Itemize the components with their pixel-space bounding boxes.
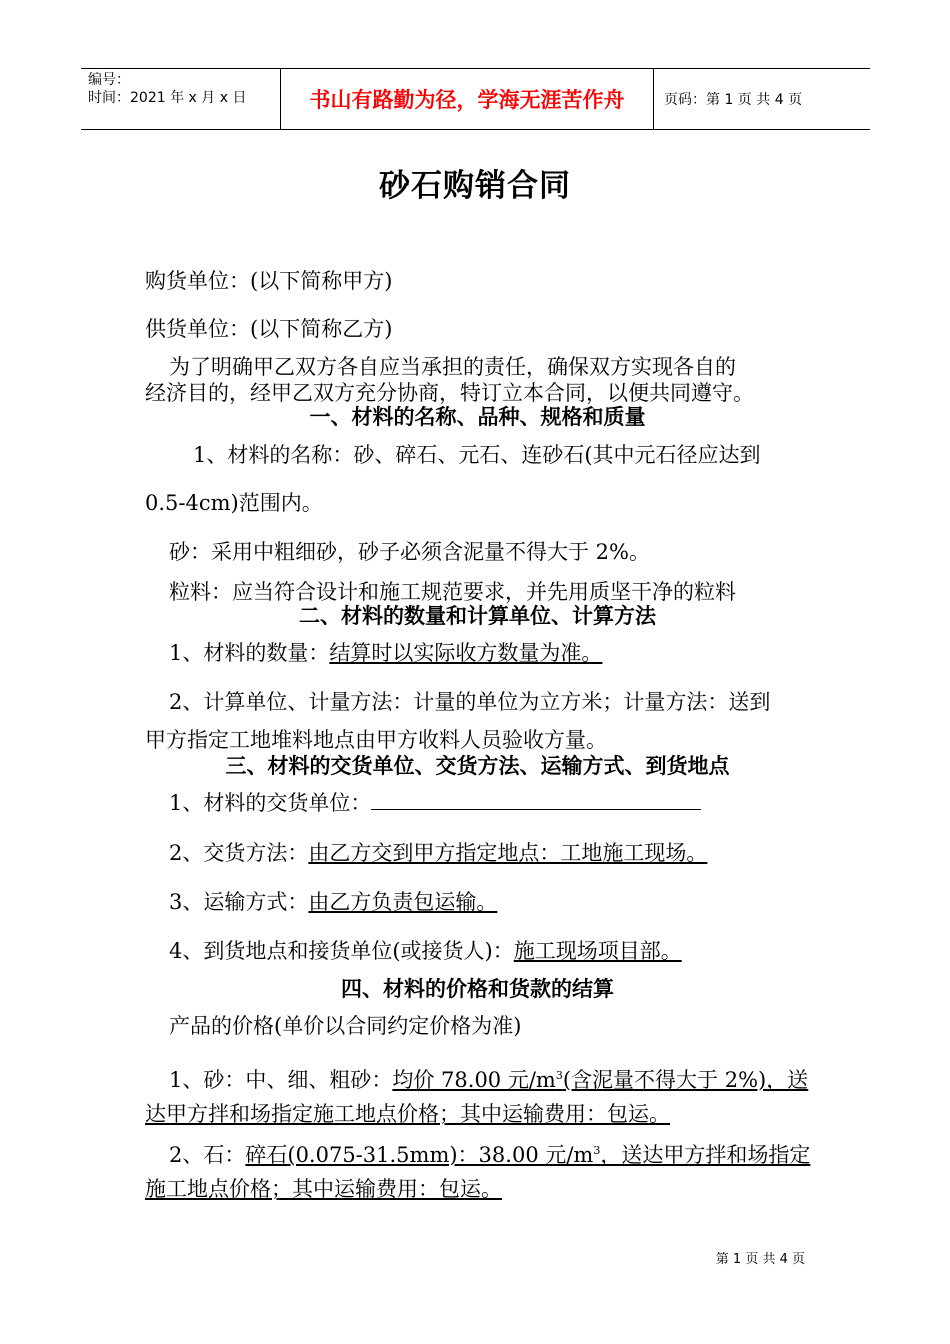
intro-line-1: 为了明确甲乙双方各自应当承担的责任，确保双方实现各自的 [169,355,736,379]
seller-line: 供货单位：(以下简称乙方) [145,317,393,341]
section-1-heading: 一、材料的名称、品种、规格和质量 [309,405,646,429]
sec2-item1-label: 1、材料的数量： [169,641,330,665]
sec1-sand: 砂：采用中粗细砂，砂子必须含泥量不得大于 2%。 [169,540,650,564]
sec4-item2-price [245,1143,810,1167]
sec3-item4-value: 施工现场项目部。 [513,939,682,963]
sec4-item2-label: 2、石： [169,1143,246,1167]
sec4-price-note: 产品的价格(单价以合同约定价格为准) [169,1014,522,1038]
sec3-item3 [145,887,834,917]
sec4-item2-line2: 施工地点价格；其中运输费用：包运。 [145,1177,502,1201]
intro-line-2: 经济目的，经甲乙双方充分协商，特订立本合同，以便共同遵守。 [145,381,754,405]
sec4-item1-line2: 达甲方拌和场指定施工地点价格；其中运输费用：包运。 [145,1102,670,1126]
time-label: 时间：2021 年 x 月 x 日 [88,90,247,106]
sec4-item1-price [392,1068,808,1092]
document-title: 砂石购销合同 [379,168,571,204]
sec3-item3-label: 3、运输方式： [169,890,309,914]
section-2-heading: 二、材料的数量和计算单位、计算方法 [299,604,656,628]
sec3-item4 [145,936,834,966]
sec3-item3-value: 由乙方负责包运输。 [308,890,498,914]
sec4-item1-line1 [145,1061,834,1095]
sec4-item1-value-a: 均价 78.00 元/m [392,1068,556,1092]
sec3-item2 [145,838,834,868]
sec3-item1-label: 1、材料的交货单位： [169,791,372,815]
sec1-item1-line1: 1、材料的名称：砂、碎石、元石、连砂石(其中元石径应达到 [193,443,761,467]
sec1-aggregate: 粒料：应当符合设计和施工规范要求，并先用质坚干净的粒料 [169,580,736,604]
sec2-item1-value: 结算时以实际收方数量为准。 [329,641,603,665]
section-3-heading: 三、材料的交货单位、交货方法、运输方式、到货地点 [225,754,730,778]
cubic-superscript-2: 3 [593,1144,601,1157]
buyer-line: 购货单位：(以下简称甲方) [145,269,393,293]
header-page-info: 页码：第 1 页 共 4 页 [664,92,803,108]
section-4-heading: 四、材料的价格和货款的结算 [341,977,614,1001]
sec2-item2-line2: 甲方指定工地堆料地点由甲方收料人员验收方量。 [145,728,607,752]
sec4-item1-label: 1、砂：中、细、粗砂： [169,1068,393,1092]
cubic-superscript: 3 [555,1069,563,1082]
serial-label: 编号： [88,72,130,88]
header-motto: 书山有路勤为径，学海无涯苦作舟 [281,69,654,129]
header-meta [81,69,281,129]
page-footer: 第 1 页 共 4 页 [715,1252,805,1267]
sec3-item4-label: 4、到货地点和接货单位(或接货人)： [169,939,514,963]
header-table [81,68,870,130]
sec1-item1-line2: 0.5-4cm)范围内。 [145,491,323,515]
sec4-item2-line1 [145,1136,834,1170]
sec3-item1 [145,788,834,818]
delivery-unit-blank [371,789,701,810]
sec4-item1-value-b: (含泥量不得大于 2%)，送 [562,1068,809,1092]
sec3-item2-label: 2、交货方法： [169,841,309,865]
sec4-item2-value-a: 碎石(0.075-31.5mm)：38.00 元/m [245,1143,594,1167]
sec2-item1 [145,638,834,668]
sec3-item2-value: 由乙方交到甲方指定地点：工地施工现场。 [308,841,708,865]
sec2-item2-line1: 2、计算单位、计量方法：计量的单位为立方米；计量方法：送到 [169,690,771,714]
sec4-item2-value-b: ，送达甲方拌和场指定 [600,1143,811,1167]
